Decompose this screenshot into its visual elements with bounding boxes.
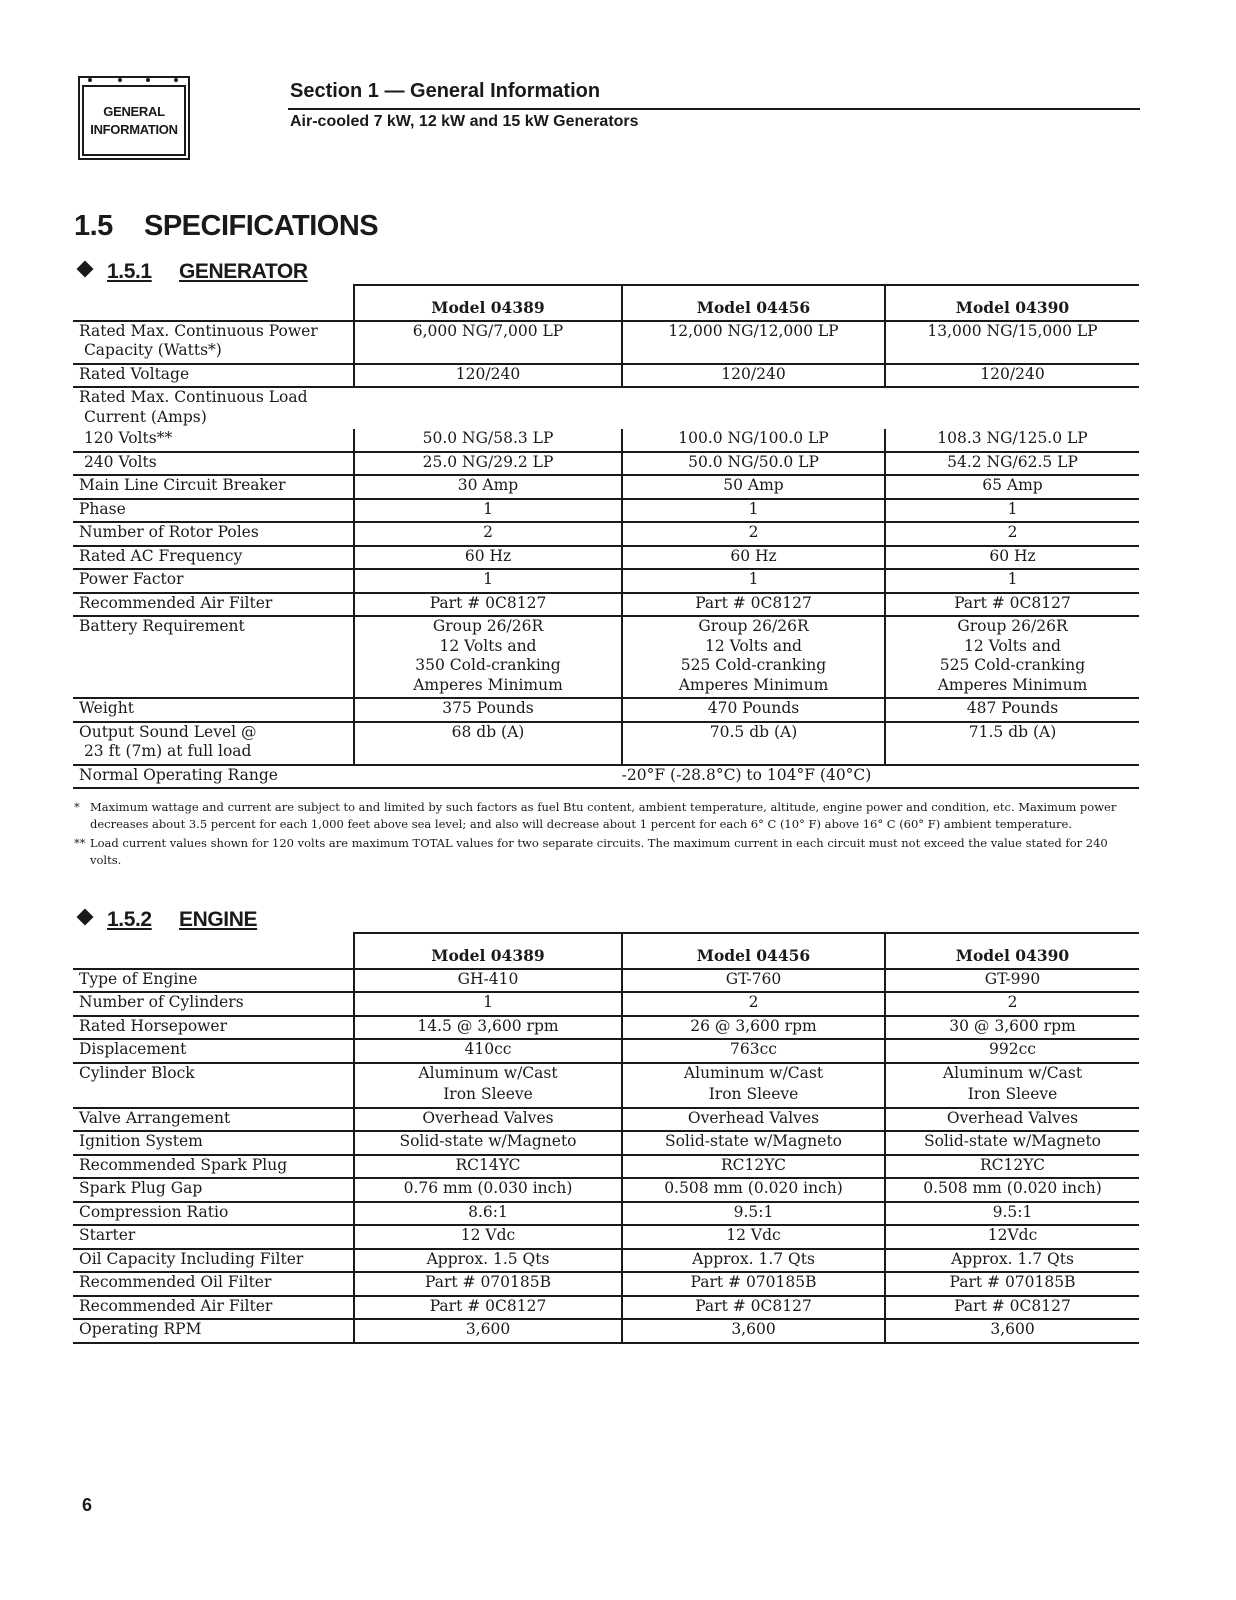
generator-heading bbox=[76, 260, 308, 284]
cell-value: Overhead Valves bbox=[354, 1108, 622, 1132]
table-row bbox=[73, 387, 1139, 429]
cell-value: 50.0 NG/50.0 LP bbox=[622, 452, 885, 476]
cell-value: 50.0 NG/58.3 LP bbox=[354, 429, 622, 452]
cell-value: Group 26/26R 12 Volts and 350 Cold-cranking Amperes Minimum bbox=[354, 616, 622, 698]
row-label: Rated Horsepower bbox=[73, 1016, 354, 1040]
cell-value: 71.5 db (A) bbox=[885, 722, 1139, 765]
operating-range-value: -20°F (-28.8°C) to 104°F (40°C) bbox=[354, 765, 1139, 789]
cell-value: 12,000 NG/12,000 LP bbox=[622, 321, 885, 364]
footnote-marker: ** bbox=[74, 836, 86, 850]
heading-number: 1.5 bbox=[74, 210, 113, 242]
cell-value: 9.5:1 bbox=[885, 1202, 1139, 1226]
cell-value: 375 Pounds bbox=[354, 698, 622, 722]
cell-value: Aluminum w/Cast bbox=[885, 1063, 1139, 1086]
page-number: 6 bbox=[82, 1495, 93, 1515]
cell-value: 487 Pounds bbox=[885, 698, 1139, 722]
row-label: Weight bbox=[73, 698, 354, 722]
badge-label bbox=[82, 85, 186, 156]
cell-value bbox=[354, 387, 622, 429]
table-row bbox=[73, 1039, 1139, 1063]
badge-line-2: INFORMATION bbox=[90, 121, 178, 137]
cell-value: RC12YC bbox=[885, 1155, 1139, 1179]
cell-value: 1 bbox=[885, 569, 1139, 593]
row-label: Rated Max. Continuous Power Capacity (Watts*) bbox=[73, 321, 354, 364]
table-row bbox=[73, 1131, 1139, 1155]
row-label: Number of Cylinders bbox=[73, 992, 354, 1016]
cell-value: Iron Sleeve bbox=[622, 1085, 885, 1108]
footnote-marker: * bbox=[74, 800, 80, 814]
row-label: Recommended Air Filter bbox=[73, 593, 354, 617]
column-header: Model 04390 bbox=[885, 933, 1139, 969]
cell-value: Approx. 1.7 Qts bbox=[885, 1249, 1139, 1273]
row-label: Valve Arrangement bbox=[73, 1108, 354, 1132]
cell-value: 1 bbox=[354, 569, 622, 593]
cell-value: 30 Amp bbox=[354, 475, 622, 499]
row-label: Power Factor bbox=[73, 569, 354, 593]
cell-value: 1 bbox=[622, 569, 885, 593]
cell-value: Approx. 1.7 Qts bbox=[622, 1249, 885, 1273]
cell-value: 12 Vdc bbox=[622, 1225, 885, 1249]
header-divider bbox=[288, 108, 1140, 110]
cell-value: 60 Hz bbox=[354, 546, 622, 570]
cell-value: Aluminum w/Cast bbox=[622, 1063, 885, 1086]
row-label: Spark Plug Gap bbox=[73, 1178, 354, 1202]
table-row bbox=[73, 1272, 1139, 1296]
cell-value: 410cc bbox=[354, 1039, 622, 1063]
cell-value: Part # 0C8127 bbox=[354, 1296, 622, 1320]
table-row bbox=[73, 429, 1139, 452]
cell-value: 1 bbox=[354, 992, 622, 1016]
generator-spec-table bbox=[73, 284, 1139, 789]
cell-value: 70.5 db (A) bbox=[622, 722, 885, 765]
engine-heading-number: 1.5.2 bbox=[107, 908, 152, 931]
cell-value: GT-760 bbox=[622, 969, 885, 993]
table-row bbox=[73, 499, 1139, 523]
cell-value: RC12YC bbox=[622, 1155, 885, 1179]
cell-value: 100.0 NG/100.0 LP bbox=[622, 429, 885, 452]
cell-value: 8.6:1 bbox=[354, 1202, 622, 1226]
table-row bbox=[73, 1178, 1139, 1202]
badge-rivet-icon bbox=[146, 78, 150, 82]
table-row bbox=[73, 1249, 1139, 1273]
row-label: Oil Capacity Including Filter bbox=[73, 1249, 354, 1273]
page-heading bbox=[74, 210, 378, 243]
table-row bbox=[73, 321, 1139, 364]
table-row bbox=[73, 1016, 1139, 1040]
heading-title: SPECIFICATIONS bbox=[144, 210, 379, 242]
footnote bbox=[74, 835, 1134, 869]
cell-value: Part # 0C8127 bbox=[885, 1296, 1139, 1320]
cell-value: Part # 070185B bbox=[354, 1272, 622, 1296]
badge-rivet-icon bbox=[174, 78, 178, 82]
cell-value: 120/240 bbox=[885, 364, 1139, 388]
badge-rivet-icon bbox=[88, 78, 92, 82]
row-label: Rated AC Frequency bbox=[73, 546, 354, 570]
table-row bbox=[73, 364, 1139, 388]
cell-value: 120/240 bbox=[354, 364, 622, 388]
table-row bbox=[73, 522, 1139, 546]
row-label: Compression Ratio bbox=[73, 1202, 354, 1226]
cell-value: 2 bbox=[885, 522, 1139, 546]
cell-value: Solid-state w/Magneto bbox=[354, 1131, 622, 1155]
row-label: Number of Rotor Poles bbox=[73, 522, 354, 546]
cell-value: Group 26/26R 12 Volts and 525 Cold-cranking Amperes Minimum bbox=[885, 616, 1139, 698]
row-label: Recommended Oil Filter bbox=[73, 1272, 354, 1296]
row-label: 120 Volts** bbox=[73, 429, 354, 452]
cell-value: 13,000 NG/15,000 LP bbox=[885, 321, 1139, 364]
column-header: Model 04456 bbox=[622, 285, 885, 321]
table-row bbox=[73, 1202, 1139, 1226]
cell-value: 26 @ 3,600 rpm bbox=[622, 1016, 885, 1040]
cell-value: 14.5 @ 3,600 rpm bbox=[354, 1016, 622, 1040]
cell-value: 1 bbox=[354, 499, 622, 523]
cell-value: Solid-state w/Magneto bbox=[622, 1131, 885, 1155]
engine-heading-title: ENGINE bbox=[179, 908, 258, 931]
cell-value: Part # 0C8127 bbox=[622, 1296, 885, 1320]
table-header-blank bbox=[73, 933, 354, 969]
row-label: Displacement bbox=[73, 1039, 354, 1063]
table-header-blank bbox=[73, 285, 354, 321]
row-label: Recommended Spark Plug bbox=[73, 1155, 354, 1179]
table-row bbox=[73, 722, 1139, 765]
cell-value: Approx. 1.5 Qts bbox=[354, 1249, 622, 1273]
cell-value: 2 bbox=[622, 522, 885, 546]
cell-value: GH-410 bbox=[354, 969, 622, 993]
cell-value: Part # 0C8127 bbox=[622, 593, 885, 617]
row-label: Battery Requirement bbox=[73, 616, 354, 698]
cell-value: 2 bbox=[885, 992, 1139, 1016]
cell-value: 0.508 mm (0.020 inch) bbox=[885, 1178, 1139, 1202]
cell-value: 470 Pounds bbox=[622, 698, 885, 722]
column-header: Model 04389 bbox=[354, 933, 622, 969]
cell-value: 6,000 NG/7,000 LP bbox=[354, 321, 622, 364]
row-label: Output Sound Level @ 23 ft (7m) at full load bbox=[73, 722, 354, 765]
table-row bbox=[73, 452, 1139, 476]
row-label: Rated Max. Continuous Load Current (Amps) bbox=[79, 388, 308, 426]
generator-heading-number: 1.5.1 bbox=[107, 260, 152, 283]
row-label: Main Line Circuit Breaker bbox=[73, 475, 354, 499]
cell-value: Iron Sleeve bbox=[885, 1085, 1139, 1108]
cell-value: 68 db (A) bbox=[354, 722, 622, 765]
diamond-bullet-icon bbox=[77, 261, 94, 278]
table-row bbox=[73, 616, 1139, 698]
cell-value: 3,600 bbox=[622, 1319, 885, 1343]
cell-value: 30 @ 3,600 rpm bbox=[885, 1016, 1139, 1040]
generator-heading-title: GENERATOR bbox=[179, 260, 308, 283]
engine-spec-table bbox=[73, 932, 1139, 1344]
section-subtitle: Air-cooled 7 kW, 12 kW and 15 kW Generators bbox=[290, 113, 639, 130]
table-row bbox=[73, 546, 1139, 570]
cell-value: 65 Amp bbox=[885, 475, 1139, 499]
column-header: Model 04390 bbox=[885, 285, 1139, 321]
cell-value: 0.76 mm (0.030 inch) bbox=[354, 1178, 622, 1202]
column-header: Model 04389 bbox=[354, 285, 622, 321]
table-row bbox=[73, 765, 1139, 789]
row-label: Rated Voltage bbox=[73, 364, 354, 388]
cell-value: 50 Amp bbox=[622, 475, 885, 499]
cell-value: 12Vdc bbox=[885, 1225, 1139, 1249]
cell-value: 120/240 bbox=[622, 364, 885, 388]
cell-value: Solid-state w/Magneto bbox=[885, 1131, 1139, 1155]
row-label: Phase bbox=[73, 499, 354, 523]
table-row bbox=[73, 992, 1139, 1016]
cell-value: Part # 0C8127 bbox=[885, 593, 1139, 617]
cell-value: 9.5:1 bbox=[622, 1202, 885, 1226]
table-row bbox=[73, 475, 1139, 499]
section-title: Section 1 — General Information bbox=[290, 80, 601, 102]
row-label: Starter bbox=[73, 1225, 354, 1249]
cell-value: 3,600 bbox=[885, 1319, 1139, 1343]
cell-value: RC14YC bbox=[354, 1155, 622, 1179]
table-row bbox=[73, 1085, 1139, 1108]
row-label: Operating RPM bbox=[73, 1319, 354, 1343]
cell-value: Part # 070185B bbox=[622, 1272, 885, 1296]
table-row bbox=[73, 1155, 1139, 1179]
cell-value: 25.0 NG/29.2 LP bbox=[354, 452, 622, 476]
row-label: Recommended Air Filter bbox=[73, 1296, 354, 1320]
cell-value: 108.3 NG/125.0 LP bbox=[885, 429, 1139, 452]
cell-value: 1 bbox=[885, 499, 1139, 523]
row-label bbox=[73, 1085, 354, 1108]
row-label: 240 Volts bbox=[73, 452, 354, 476]
badge-rivet-icon bbox=[118, 78, 122, 82]
cell-value: 12 Vdc bbox=[354, 1225, 622, 1249]
cell-value: 54.2 NG/62.5 LP bbox=[885, 452, 1139, 476]
footnote-text: Load current values shown for 120 volts are maximum TOTAL values for two separate circuits. The maximum current in each circuit must not exceed the value stated for 240 volts. bbox=[90, 836, 1108, 867]
cell-value: 0.508 mm (0.020 inch) bbox=[622, 1178, 885, 1202]
cell-value: 763cc bbox=[622, 1039, 885, 1063]
cell-value: 2 bbox=[354, 522, 622, 546]
cell-value: Part # 070185B bbox=[885, 1272, 1139, 1296]
table-row bbox=[73, 1319, 1139, 1343]
general-information-badge bbox=[78, 76, 190, 160]
table-row bbox=[73, 1063, 1139, 1086]
cell-value: 60 Hz bbox=[622, 546, 885, 570]
cell-value: 2 bbox=[622, 992, 885, 1016]
cell-value: Group 26/26R 12 Volts and 525 Cold-cranking Amperes Minimum bbox=[622, 616, 885, 698]
cell-value: Part # 0C8127 bbox=[354, 593, 622, 617]
footnote-text: Maximum wattage and current are subject to and limited by such factors as fuel Btu content, ambient temperature, altitude, engine power and condition, etc. Maximum power decreases about 3.5 percent for each 1,000 feet above sea level; and also will decrease about 1 percent for each 6° C (10° F) above 16° C (60° F) ambient temperature. bbox=[90, 800, 1117, 831]
cell-value: Iron Sleeve bbox=[354, 1085, 622, 1108]
cell-value: Overhead Valves bbox=[885, 1108, 1139, 1132]
cell-value: 992cc bbox=[885, 1039, 1139, 1063]
footnote bbox=[74, 799, 1134, 833]
badge-line-1: GENERAL bbox=[103, 103, 165, 119]
row-label: Type of Engine bbox=[73, 969, 354, 993]
cell-value: Overhead Valves bbox=[622, 1108, 885, 1132]
cell-value: GT-990 bbox=[885, 969, 1139, 993]
cell-value: 3,600 bbox=[354, 1319, 622, 1343]
cell-value: 1 bbox=[622, 499, 885, 523]
table-row bbox=[73, 969, 1139, 993]
engine-heading bbox=[76, 908, 257, 932]
table-row bbox=[73, 698, 1139, 722]
cell-value: 60 Hz bbox=[885, 546, 1139, 570]
footnotes bbox=[74, 799, 1134, 871]
cell-value bbox=[622, 387, 885, 429]
table-row bbox=[73, 1225, 1139, 1249]
table-row bbox=[73, 1296, 1139, 1320]
table-row bbox=[73, 1108, 1139, 1132]
row-label: Normal Operating Range bbox=[73, 765, 354, 789]
row-label: Cylinder Block bbox=[79, 1063, 195, 1082]
diamond-bullet-icon bbox=[77, 909, 94, 926]
row-label: Ignition System bbox=[73, 1131, 354, 1155]
table-row bbox=[73, 569, 1139, 593]
cell-value: Aluminum w/Cast bbox=[354, 1063, 622, 1086]
table-row bbox=[73, 593, 1139, 617]
column-header: Model 04456 bbox=[622, 933, 885, 969]
cell-value bbox=[885, 387, 1139, 429]
